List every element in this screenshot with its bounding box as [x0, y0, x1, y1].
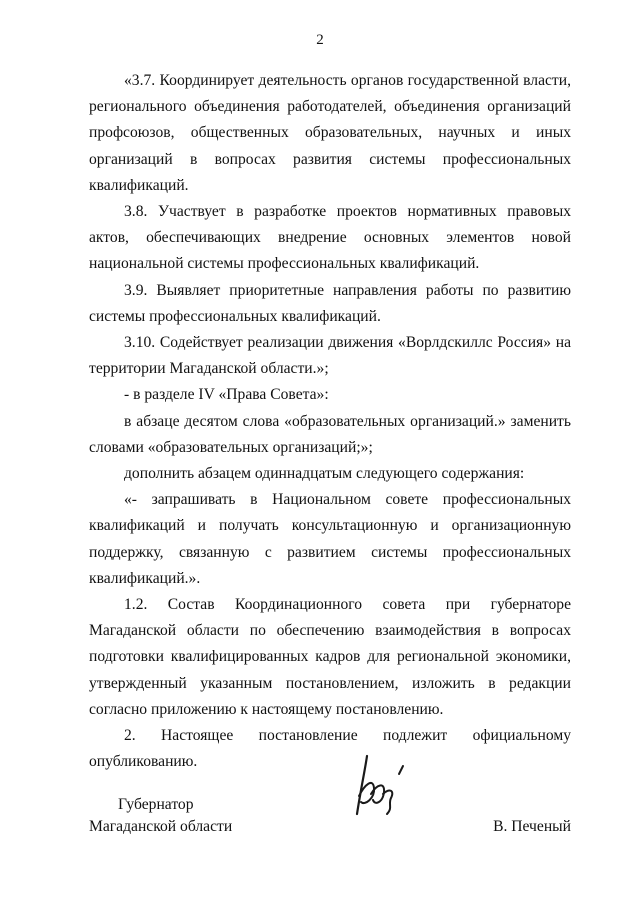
document-body: [89, 68, 571, 775]
paragraph-section-iv: - в разделе IV «Права Совета»:: [124, 386, 329, 404]
signature-block: [89, 792, 571, 852]
paragraph-3-7: «3.7. Координирует деятельность органов государственной власти, регионального объединения работодателей, объединения организаций профсоюзов, общественных образовательных, научных и иных организаций в вопросах развития системы профессиональных квалификаций.: [89, 72, 571, 194]
paragraph-1-2: 1.2. Состав Координационного совета при губернаторе Магаданской области по обеспечению взаимодействия в вопросах подготовки квалифицированных кадров для региональной экономики, утвержденный указанным постановлением, изложить в редакции согласно приложению к настоящему постановлению.: [89, 596, 571, 718]
signatory-title-line2: Магаданской области: [89, 818, 233, 835]
handwritten-signature: [347, 748, 417, 820]
paragraph-add-eleventh: дополнить абзацем одиннадцатым следующего содержания:: [124, 465, 525, 483]
paragraph-3-8: 3.8. Участвует в разработке проектов нормативных правовых актов, обеспечивающих внедрение основных элементов новой национальной системы профессиональных квалификаций.: [89, 203, 571, 273]
paragraph-3-10: 3.10. Содействует реализации движения «Ворлдскиллс Россия» на территории Магаданской области.»;: [89, 334, 571, 378]
signatory-title: [89, 794, 232, 838]
paragraph-2: 2. Настоящее постановление подлежит официальному опубликованию.: [89, 727, 571, 771]
page-number: 2: [316, 32, 324, 48]
paragraph-new-text: «- запрашивать в Национальном совете профессиональных квалификаций и получать консультационную и организационную поддержку, связанную с развитием системы профессиональных квалификаций.».: [89, 491, 571, 587]
signatory-title-line1: Губернатор: [118, 796, 194, 813]
paragraph-3-9: 3.9. Выявляет приоритетные направления работы по развитию системы профессиональных квалификаций.: [89, 281, 571, 325]
signatory-name: В. Печеный: [493, 818, 571, 835]
paragraph-replace-words: в абзаце десятом слова «образовательных организаций.» заменить словами «образовательных организаций;»;: [89, 412, 571, 456]
